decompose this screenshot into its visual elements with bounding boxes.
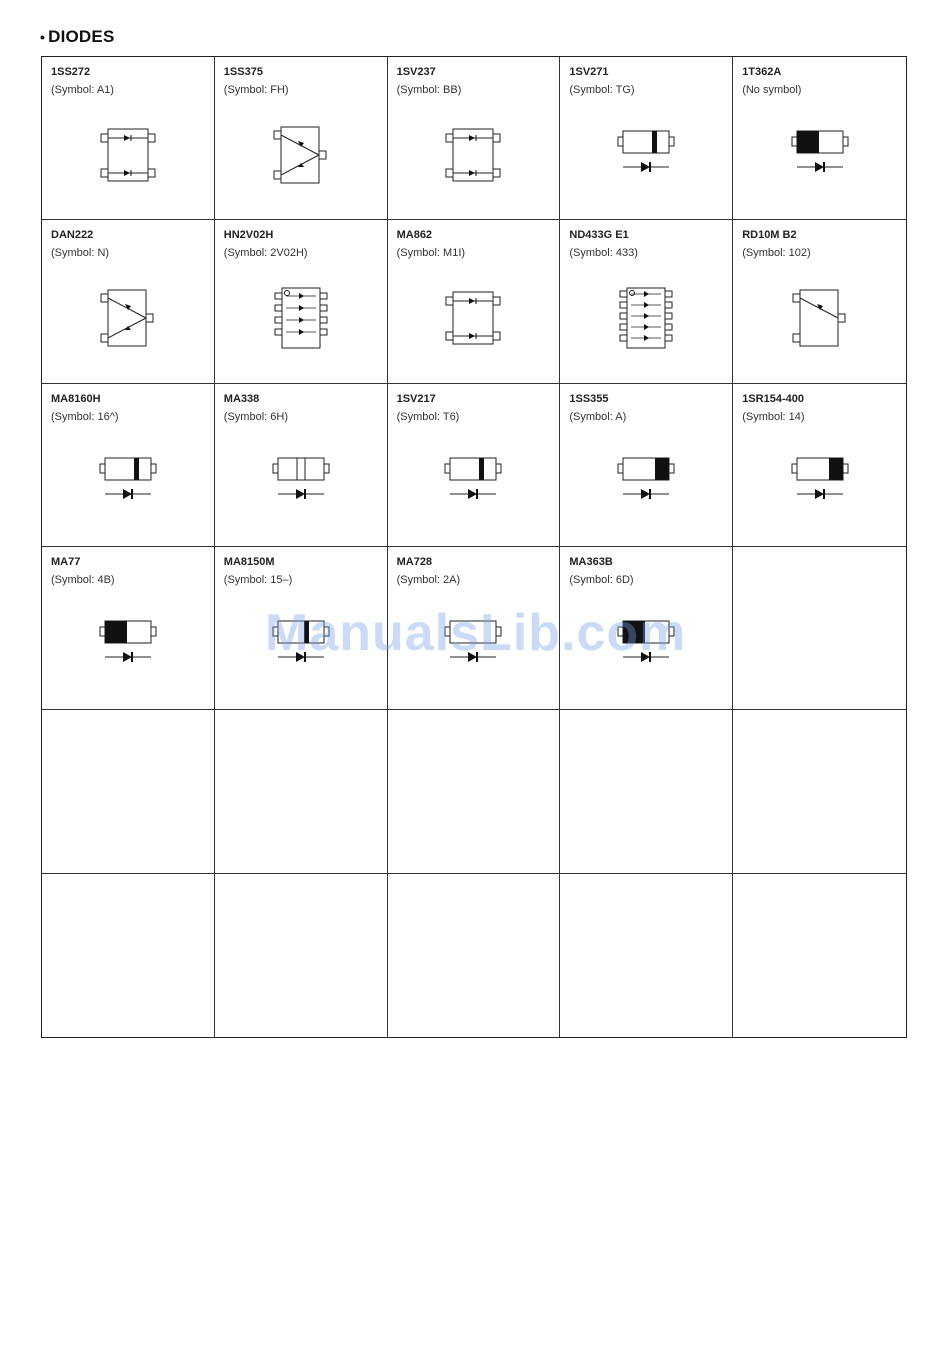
part-number: MA862 xyxy=(396,229,433,242)
part-number: MA728 xyxy=(396,555,433,568)
component-cell xyxy=(215,384,388,547)
chip-diode-icon xyxy=(83,609,173,689)
component-cell xyxy=(733,57,906,220)
part-number: MA77 xyxy=(51,555,81,568)
part-number: DAN222 xyxy=(51,229,94,242)
chip-diode-icon xyxy=(428,609,518,689)
chip-diode-icon xyxy=(256,446,346,526)
chip-diode-icon xyxy=(601,119,691,199)
diode-table xyxy=(41,56,907,1038)
chip-varactor-icon xyxy=(775,119,865,199)
dual-diode-package-icon xyxy=(83,119,173,199)
three-pin-diode-package-icon xyxy=(256,119,346,199)
component-cell xyxy=(560,547,733,710)
component-cell xyxy=(733,384,906,547)
part-number: 1SR154-400 xyxy=(742,392,804,405)
component-cell xyxy=(388,220,561,383)
marking-symbol: (Symbol: 6H) xyxy=(223,410,288,423)
marking-symbol: (Symbol: FH) xyxy=(223,84,289,96)
part-number: RD10M B2 xyxy=(742,229,797,242)
component-cell xyxy=(388,384,561,547)
marking-symbol: (Symbol: TG) xyxy=(569,84,635,96)
marking-symbol: (Symbol: 2V02H) xyxy=(223,247,308,260)
eight-pin-diode-array-icon xyxy=(601,282,691,362)
empty-cell xyxy=(215,874,388,1037)
marking-symbol: (Symbol: 15–) xyxy=(223,573,293,586)
marking-symbol: (Symbol: 16^) xyxy=(51,410,119,423)
three-pin-diode-package-icon xyxy=(83,282,173,362)
empty-cell xyxy=(215,710,388,873)
component-cell xyxy=(560,57,733,220)
marking-symbol: (Symbol: 14) xyxy=(742,410,805,423)
component-cell xyxy=(733,220,906,383)
component-cell xyxy=(215,547,388,710)
component-cell xyxy=(42,384,215,547)
empty-cell xyxy=(388,874,561,1037)
six-pin-diode-array-icon xyxy=(256,282,346,362)
three-pin-zener-package-icon xyxy=(775,282,865,362)
empty-cell xyxy=(560,874,733,1037)
marking-symbol: (Symbol: M1I) xyxy=(396,247,466,260)
empty-cell xyxy=(42,874,215,1037)
part-number: 1T362A xyxy=(742,66,782,78)
empty-cell xyxy=(733,710,906,873)
marking-symbol: (Symbol: 2A) xyxy=(396,573,461,586)
empty-cell xyxy=(388,710,561,873)
component-cell xyxy=(388,57,561,220)
marking-symbol: (Symbol: 6D) xyxy=(569,573,634,586)
part-number: 1SS272 xyxy=(51,66,91,78)
component-cell xyxy=(215,220,388,383)
part-number: 1SS375 xyxy=(223,66,263,78)
part-number: 1SS355 xyxy=(569,392,609,405)
marking-symbol: (Symbol: 433) xyxy=(569,247,638,260)
component-cell xyxy=(560,384,733,547)
marking-symbol: (Symbol: BB) xyxy=(396,84,462,96)
marking-symbol: (Symbol: N) xyxy=(51,247,110,260)
part-number: MA363B xyxy=(569,555,613,568)
marking-symbol: (Symbol: A1) xyxy=(51,84,114,96)
component-cell xyxy=(560,220,733,383)
chip-diode-icon xyxy=(601,609,691,689)
chip-zener-icon xyxy=(256,609,346,689)
empty-cell xyxy=(733,874,906,1037)
chip-zener-icon xyxy=(83,446,173,526)
dual-diode-package-icon xyxy=(428,282,518,362)
empty-cell xyxy=(42,710,215,873)
marking-symbol: (Symbol: 102) xyxy=(742,247,811,260)
component-cell xyxy=(42,547,215,710)
part-number: MA338 xyxy=(223,392,260,405)
component-cell xyxy=(42,220,215,383)
page-title xyxy=(40,27,115,47)
chip-diode-icon xyxy=(601,446,691,526)
component-cell xyxy=(215,57,388,220)
chip-varactor-icon xyxy=(428,446,518,526)
component-cell xyxy=(388,547,561,710)
component-cell xyxy=(42,57,215,220)
bullet: • xyxy=(40,29,46,45)
part-number: HN2V02H xyxy=(223,229,274,242)
part-number: MA8150M xyxy=(223,555,275,568)
empty-cell xyxy=(733,547,906,710)
marking-symbol: (Symbol: 4B) xyxy=(51,573,115,586)
part-number: MA8160H xyxy=(51,392,101,405)
chip-diode-icon xyxy=(775,446,865,526)
watermark: ManualsLib.com xyxy=(265,604,687,662)
marking-symbol: (Symbol: A) xyxy=(569,410,627,423)
section-heading: DIODES xyxy=(48,27,115,46)
part-number: 1SV217 xyxy=(396,392,436,405)
part-number: 1SV271 xyxy=(569,66,609,78)
marking-symbol: (No symbol) xyxy=(742,84,802,96)
empty-cell xyxy=(560,710,733,873)
part-number: ND433G E1 xyxy=(569,229,629,242)
part-number: 1SV237 xyxy=(396,66,436,78)
marking-symbol: (Symbol: T6) xyxy=(396,410,460,423)
dual-diode-package-icon xyxy=(428,119,518,199)
